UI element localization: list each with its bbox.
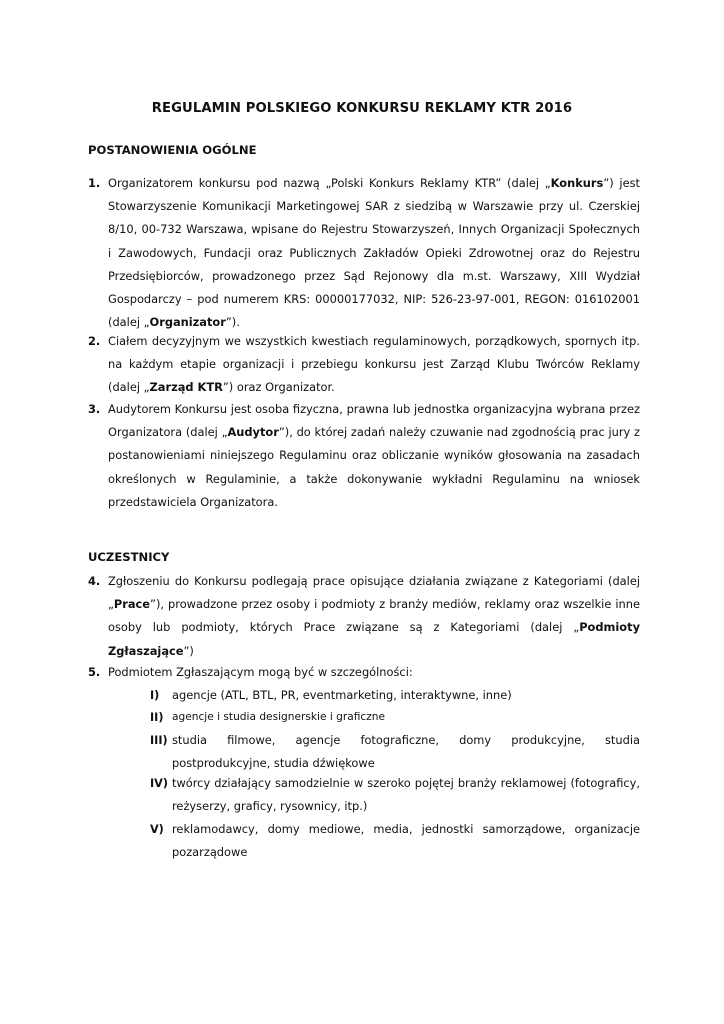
subitem-numeral: III) xyxy=(150,734,168,747)
clause-text: Zgłoszeniu do Konkursu podlegają prace opisujące działania związane z Kategoriami (dalej „Prace”), prowadzone przez osoby i podmioty z branży mediów, reklamy oraz wszelkie inne osoby lub podmioty, których Prace związane są z Kategoriami (dalej „Podmioty Zgłaszające”) xyxy=(108,574,640,658)
clause-number: 3. xyxy=(88,402,101,416)
defined-term: Zarząd KTR xyxy=(149,380,223,395)
subitem-text: agencje (ATL, BTL, PR, eventmarketing, interaktywne, inne) xyxy=(172,688,512,702)
subitem-numeral: I) xyxy=(150,689,160,702)
subitem-text: agencje i studia designerskie i graficzne xyxy=(172,711,385,723)
defined-term: Audytor xyxy=(227,425,279,440)
subitem-numeral: II) xyxy=(150,711,164,724)
section-heading-general: POSTANOWIENIA OGÓLNE xyxy=(88,143,257,157)
clause-number: 4. xyxy=(88,574,101,588)
subitem-1 xyxy=(150,684,640,707)
defined-term: Podmioty Zgłaszające xyxy=(108,620,640,658)
clause-text: Ciałem decyzyjnym we wszystkich kwestiach regulaminowych, porządkowych, spornych itp. na każdym etapie organizacji i przebiegu konkursu jest Zarząd Klubu Twórców Reklamy (dalej „Zarząd KTR”) oraz Organizator. xyxy=(108,334,640,395)
subitem-text: studia filmowe, agencje fotograficzne, domy produkcyjne, studia postprodukcyjne, studia dźwiękowe xyxy=(172,733,640,770)
defined-term: Konkurs xyxy=(550,176,604,190)
document-title: REGULAMIN POLSKIEGO KONKURSU REKLAMY KTR 2016 xyxy=(151,101,573,116)
subitem-numeral: V) xyxy=(150,823,164,836)
clause-1 xyxy=(88,172,640,334)
clause-text: Audytorem Konkursu jest osoba fizyczna, prawna lub jednostka organizacyjna wybrana przez Organizatora (dalej „Audytor”), do której zadań należy czuwanie nad zgodnością prac jury z postanowieniami niniejszego Regulaminu oraz obliczanie wyników głosowania na zasadach określonych w Regulaminie, a także dokonywanie wykładni Regulaminu na wniosek przedstawiciela Organizatora. xyxy=(108,402,640,509)
clause-number: 2. xyxy=(88,334,101,348)
subitem-5 xyxy=(150,818,640,864)
subitem-2 xyxy=(150,706,640,729)
clause-3 xyxy=(88,398,640,514)
clause-text: Organizatorem konkursu pod nazwą „Polski Konkurs Reklamy KTR” (dalej „Konkurs”) jest Stowarzyszenie Komunikacji Marketingowej SAR z siedzibą w Warszawie przy ul. Czerskiej 8/10, 00-732 Warszawa, wpisane do Rejestru Stowarzyszeń, Innych Organizacji Społecznych i Zawodowych, Fundacji oraz Publicznych Zakładów Opieki Zdrowotnej oraz do Rejestru Przedsiębiorców, prowadzonego przez Sąd Rejonowy dla m.st. Warszawy, XIII Wydział Gospodarczy – pod numerem KRS: 00000177032, NIP: 526-23-97-001, REGON: 016102001 (dalej „Organizator”). xyxy=(108,176,640,330)
subitem-3 xyxy=(150,729,640,775)
defined-term: Organizator xyxy=(149,315,226,330)
subitem-text: twórcy działający samodzielnie w szeroko pojętej branży reklamowej (fotograficy, reżyserzy, graficy, rysownicy, itp.) xyxy=(172,776,640,813)
subitem-numeral: IV) xyxy=(150,777,168,790)
subitem-text: reklamodawcy, domy mediowe, media, jednostki samorządowe, organizacje pozarządowe xyxy=(172,822,640,859)
defined-term: Prace xyxy=(113,597,151,612)
clause-text: Podmiotem Zgłaszającym mogą być w szczególności: xyxy=(108,665,413,679)
section-heading-participants: UCZESTNICY xyxy=(88,550,170,564)
clause-4 xyxy=(88,570,640,663)
subitem-4 xyxy=(150,772,640,818)
clause-number: 5. xyxy=(88,665,101,679)
clause-2 xyxy=(88,330,640,400)
clause-5 xyxy=(88,661,640,684)
clause-number: 1. xyxy=(88,176,101,190)
